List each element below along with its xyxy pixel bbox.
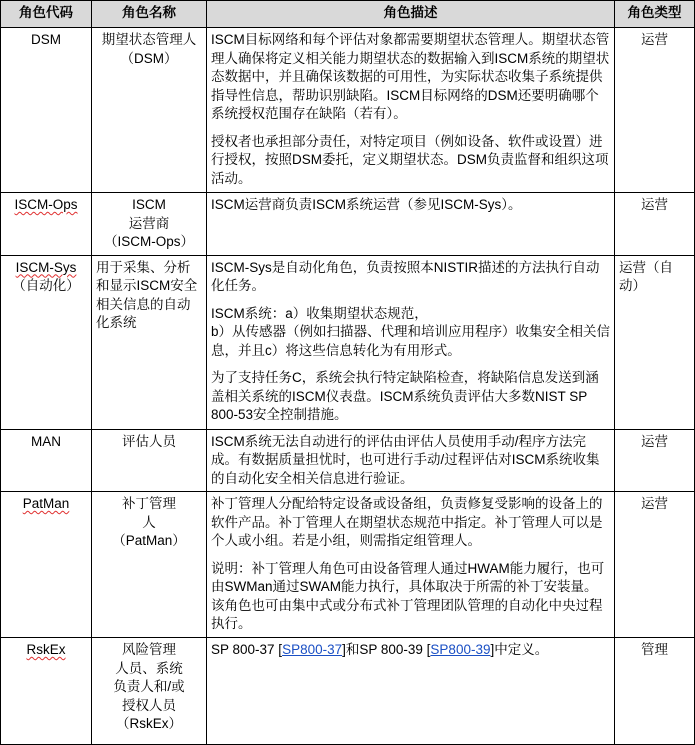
header-role-description: 角色描述: [207, 1, 615, 28]
header-role-type: 角色类型: [615, 1, 695, 28]
role-type: 运营: [641, 496, 668, 511]
header-row: [1, 1, 695, 28]
role-code-subtitle: （自动化）: [12, 278, 80, 293]
role-type-cell: [615, 429, 695, 492]
role-code: DSM: [31, 32, 61, 47]
role-type: 管理: [641, 642, 668, 657]
header-role-code: 角色代码: [1, 1, 92, 28]
description-paragraph: ISCM-Sys是自动化角色，负责按照本NISTIR描述的方法执行自动化任务。: [211, 259, 600, 293]
role-code-cell: [1, 429, 92, 492]
description-paragraph: 说明：补丁管理人角色可由设备管理人通过HWAM能力履行，也可由SWMan通过SWAM能力执行，具体取决于所需的补丁安装量。该角色也可由集中式或分布式补丁管理团队管理的自动化中央过程执行。: [211, 560, 605, 631]
role-name-line: （DSM）: [120, 50, 178, 66]
description-paragraph: [211, 641, 610, 660]
description-text: SP 800-37 [: [211, 642, 283, 657]
role-description-cell: [207, 28, 615, 193]
role-name-line: 人员、系统: [115, 660, 183, 676]
table-row-rskex: [1, 638, 695, 745]
role-description-cell: [207, 492, 615, 638]
table-row-man: [1, 429, 695, 492]
description-line: ISCM系统：a）收集期望状态规范，: [211, 305, 428, 321]
role-type: 运营: [641, 32, 668, 47]
role-name-cell: [92, 193, 207, 256]
role-name-line: （PatMan）: [112, 533, 186, 548]
role-name-line: 人: [142, 514, 156, 530]
role-type-cell: [615, 193, 695, 256]
role-name-line: 负责人和/或: [113, 679, 185, 694]
role-code: MAN: [31, 433, 61, 449]
description-paragraph: 授权者也承担部分责任，对特定项目（例如设备、软件或设置）进行授权，按照DSM委托，定义期望状态。DSM负责监督和组织这项活动。: [211, 133, 609, 186]
role-name: 用于采集、分析和显示ISCM安全相关信息的自动化系统: [96, 259, 198, 330]
role-type-line: 运营（自: [619, 259, 673, 275]
role-code-cell: [1, 638, 92, 745]
role-name-cell: [92, 638, 207, 745]
description-text: ]中定义。: [490, 642, 549, 657]
role-name-line: 运营商: [128, 215, 170, 231]
role-code-cell: [1, 492, 92, 638]
table-row-patman: [1, 492, 695, 638]
description-paragraph: ISCM目标网络和每个评估对象都需要期望状态管理人。期望状态管理人确保将定义相关能力期望状态的数据输入到ISCM系统的期望状态数据中，并且确保该数据的可用性，为实际状态收集子系统提供指导性信息，帮助识别缺陷。ISCM目标网络的DSM还要明确哪个系统授权范围存在缺陷（若有）。: [211, 32, 610, 121]
role-code: PatMan: [22, 496, 70, 511]
role-name-line: 授权人员: [122, 697, 176, 713]
role-name-line: 补丁管理: [122, 496, 176, 511]
description-paragraph: 补丁管理人分配给特定设备或设备组，负责修复受影响的设备上的软件产品。补丁管理人在期望状态规范中指定。补丁管理人可以是个人或小组。若是小组，则需指定组管理人。: [211, 496, 603, 548]
role-type-cell: [615, 255, 695, 429]
role-description-cell: [207, 429, 615, 492]
role-code: ISCM-Sys: [15, 259, 77, 275]
role-name-line: （ISCM-Ops）: [103, 234, 194, 249]
reference-link-sp800-37[interactable]: SP800-37: [282, 642, 343, 657]
role-name-cell: [92, 28, 207, 193]
role-type-cell: [615, 638, 695, 745]
role-code: RskEx: [26, 642, 66, 657]
role-code-cell: [1, 255, 92, 429]
role-name-line: （RskEx）: [115, 716, 182, 731]
table-row-iscm-ops: [1, 193, 695, 256]
role-name-line: ISCM: [132, 197, 166, 212]
role-description-cell: [207, 638, 615, 745]
role-type: 运营: [641, 433, 668, 449]
header-role-name: 角色名称: [92, 1, 207, 28]
role-type-line: 动）: [619, 278, 646, 293]
description-paragraph: [211, 305, 610, 361]
table-row-dsm: [1, 28, 695, 193]
role-code-cell: [1, 193, 92, 256]
role-code: ISCM-Ops: [14, 197, 78, 212]
reference-link-sp800-39[interactable]: SP800-39: [430, 642, 491, 657]
role-name-line: 评估人员: [122, 433, 176, 449]
role-description-cell: [207, 193, 615, 256]
role-name-line: 期望状态管理人: [101, 32, 197, 47]
description-paragraph: ISCM运营商负责ISCM系统运营（参见ISCM-Sys）。: [211, 197, 522, 212]
role-code-cell: [1, 28, 92, 193]
table-row-iscm-sys: [1, 255, 695, 429]
role-name-line: 风险管理: [122, 642, 176, 657]
role-description-cell: [207, 255, 615, 429]
description-line: b）从传感器（例如扫描器、代理和培训应用程序）收集安全相关信息，并且c）将这些信息转化为有用形式。: [211, 324, 611, 358]
role-type-cell: [615, 28, 695, 193]
description-text: ]和SP 800-39 [: [342, 642, 431, 657]
role-type-cell: [615, 492, 695, 638]
role-name-cell: [92, 255, 207, 429]
description-paragraph: 为了支持任务C，系统会执行特定缺陷检查，将缺陷信息发送到涵盖相关系统的ISCM仪表盘。ISCM系统负责评估大多数NIST SP 800-53安全控制措施。: [211, 370, 599, 422]
role-name-cell: [92, 429, 207, 492]
role-type: 运营: [641, 197, 668, 212]
role-name-cell: [92, 492, 207, 638]
description-paragraph: ISCM系统无法自动进行的评估由评估人员使用手动/程序方法完成。有数据质量担忧时，也可进行手动/过程评估对ISCM系统收集的自动化安全相关信息进行验证。: [211, 433, 600, 486]
